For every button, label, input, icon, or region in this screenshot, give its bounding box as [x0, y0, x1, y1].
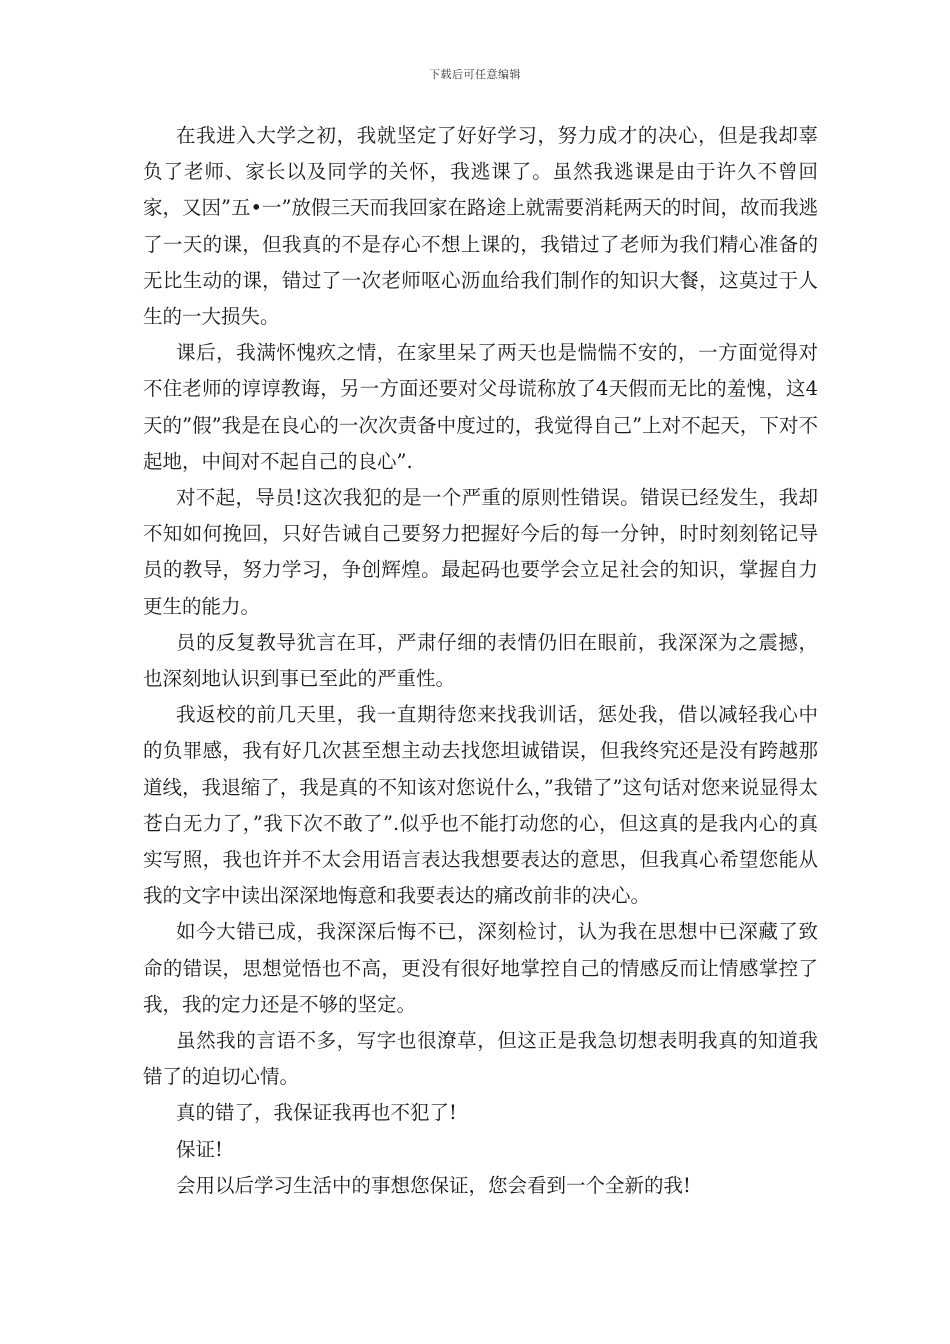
document-body [143, 118, 818, 1204]
paragraph: 课后，我满怀愧疚之情，在家里呆了两天也是惴惴不安的，一方面觉得对不住老师的谆谆教诲，另一方面还要对父母谎称放了4天假而无比的羞愧，这4天的”假”我是在良心的一次次责备中度过的，我觉得自己”上对不起天，下对不起地，中间对不起自己的良心”. [143, 341, 818, 473]
paragraph: 真的错了，我保证我再也不犯了! [176, 1101, 457, 1125]
paragraph: 保证! [176, 1137, 223, 1161]
paragraph: 如今大错已成，我深深后悔不已，深刻检讨，认为我在思想中已深藏了致命的错误，思想觉悟也不高，更没有很好地掌控自己的情感反而让情感掌控了我，我的定力还是不够的坚定。 [143, 920, 818, 1016]
paragraph: 会用以后学习生活中的事想您保证，您会看到一个全新的我! [176, 1173, 691, 1197]
paragraph: 虽然我的言语不多，写字也很潦草，但这正是我急切想表明我真的知道我错了的迫切心情。 [143, 1029, 818, 1089]
paragraph: 员的反复教导犹言在耳，严肃仔细的表情仍旧在眼前，我深深为之震撼，也深刻地认识到事已至此的严重性。 [143, 630, 818, 691]
header-note: 下载后可任意编辑 [429, 68, 521, 81]
paragraph: 在我进入大学之初，我就坚定了好好学习，努力成才的决心，但是我却辜负了老师、家长以及同学的关怀，我逃课了。虽然我逃课是由于许久不曾回家，又因”五•一”放假三天而我回家在路途上就需要消耗两天的时间，故而我逃了一天的课，但我真的不是存心不想上课的，我错过了老师为我们精心准备的无比生动的课，错过了一次老师呕心沥血给我们制作的知识大餐，这莫过于人生的一大损失。 [143, 124, 818, 329]
paragraph: 对不起，导员!这次我犯的是一个严重的原则性错误。错误已经发生，我却不知如何挽回，只好告诫自己要努力把握好今后的每一分钟，时时刻刻铭记导员的教导，努力学习，争创辉煌。最起码也要学会立足社会的知识，掌握自力更生的能力。 [143, 486, 818, 618]
paragraph: 我返校的前几天里，我一直期待您来找我训话，惩处我，借以减轻我心中的负罪感，我有好几次甚至想主动去找您坦诚错误，但我终究还是没有跨越那道线，我退缩了，我是真的不知该对您说什么，”我错了”这句话对您来说显得太苍白无力了，”我下次不敢了”.似乎也不能打动您的心，但这真的是我内心的真实写照，我也许并不太会用语言表达我想要表达的意思，但我真心希望您能从我的文字中读出深深地悔意和我要表达的痛改前非的决心。 [143, 703, 818, 908]
